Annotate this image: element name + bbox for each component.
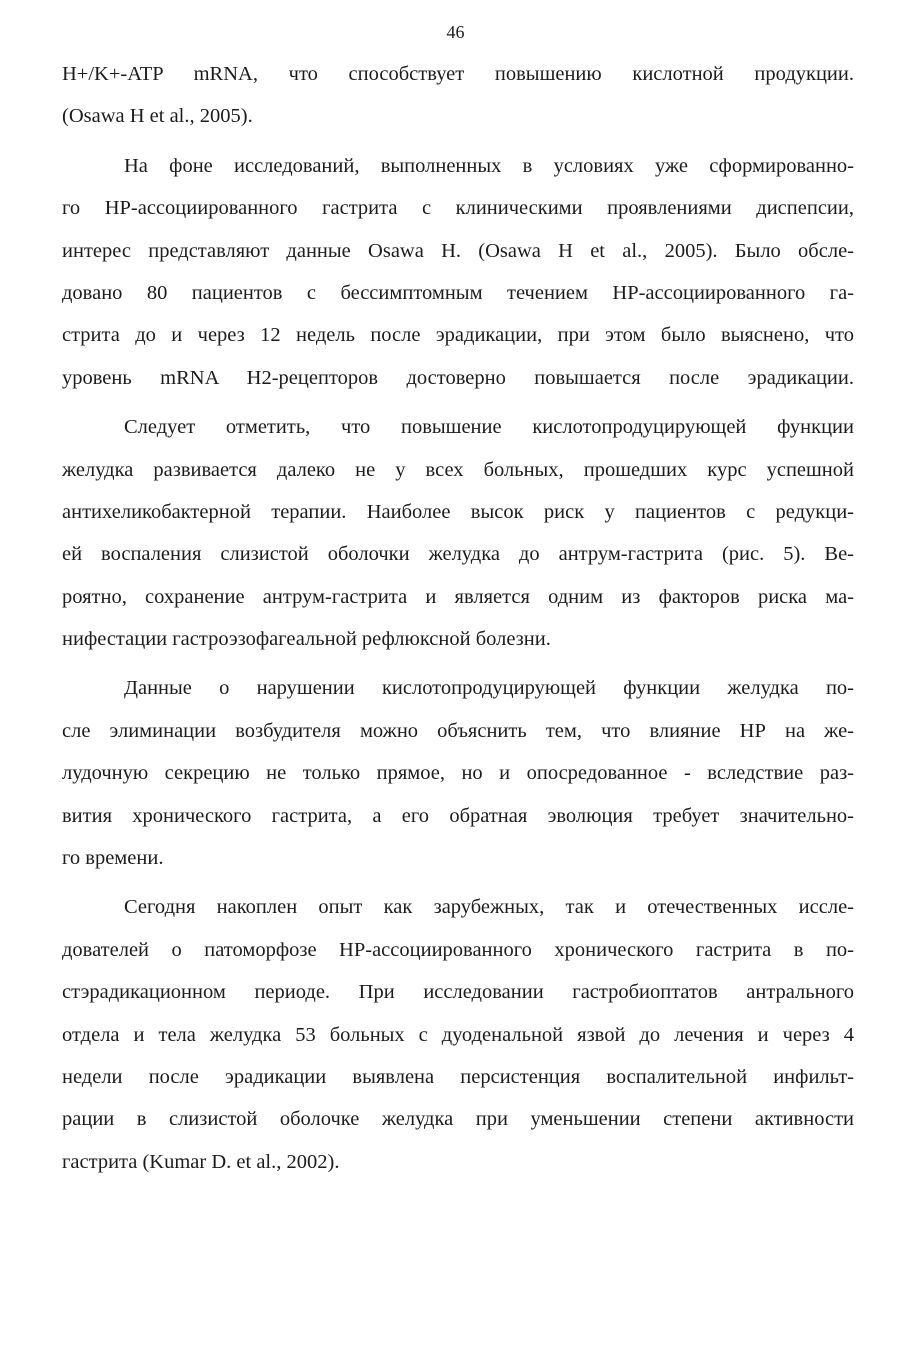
paragraph-4 bbox=[62, 674, 854, 886]
text-line: отдела и тела желудка 53 больных с дуоденальной язвой до лечения и через 4 bbox=[62, 1023, 854, 1046]
text-line: стрита до и через 12 недель после эрадикации, при этом было выяснено, что bbox=[62, 324, 854, 347]
text-line: уровень mRNA H2-рецепторов достоверно повышается после эрадикации. bbox=[62, 366, 854, 389]
page-number: 46 bbox=[446, 22, 465, 42]
text-line: роятно, сохранение антрум-гастрита и является одним из факторов риска ма- bbox=[62, 585, 854, 608]
text-line: нифестации гастроэзофагеальной рефлюксной болезни. bbox=[62, 628, 551, 651]
paragraph-5 bbox=[62, 893, 854, 1190]
text-line: недели после эрадикации выявлена персистенция воспалительной инфильт- bbox=[62, 1065, 854, 1088]
text-line: интерес представляют данные Osawa H. (Osawa H et al., 2005). Было обсле- bbox=[62, 239, 854, 262]
text-line: Сегодня накоплен опыт как зарубежных, так и отечественных иссле- bbox=[124, 896, 854, 919]
text-line: стэрадикационном периоде. При исследовании гастробиоптатов антрального bbox=[62, 981, 854, 1004]
text-line: вития хронического гастрита, а его обратная эволюция требует значительно- bbox=[62, 804, 854, 827]
text-line: гастрита (Kumar D. et al., 2002). bbox=[62, 1150, 340, 1173]
text-line: H+/K+-ATP mRNA, что способствует повышению кислотной продукции. bbox=[62, 63, 854, 85]
paragraph-1 bbox=[62, 60, 854, 145]
text-line: желудка развивается далеко не у всех больных, прошедших курс успешной bbox=[62, 458, 854, 481]
text-line: го НР-ассоциированного гастрита с клиническими проявлениями диспепсии, bbox=[62, 197, 854, 220]
text-line: лудочную секрецию не только прямое, но и опосредованное - вследствие раз- bbox=[62, 762, 854, 785]
text-line: Данные о нарушении кислотопродуцирующей функции желудка по- bbox=[124, 677, 854, 700]
text-line: го времени. bbox=[62, 847, 164, 870]
text-line: ей воспаления слизистой оболочки желудка до антрум-гастрита (рис. 5). Ве- bbox=[62, 543, 854, 566]
text-line: дователей о патоморфозе НР-ассоциированного хронического гастрита в по- bbox=[62, 938, 854, 961]
text-line: довано 80 пациентов с бессимптомным течением НР-ассоциированного га- bbox=[62, 281, 854, 304]
text-line: антихеликобактерной терапии. Наиболее высок риск у пациентов с редукци- bbox=[62, 500, 854, 523]
text-line: рации в слизистой оболочке желудка при уменьшении степени активности bbox=[62, 1108, 854, 1131]
text-line: сле элиминации возбудителя можно объяснить тем, что влияние НР на же- bbox=[62, 719, 854, 742]
paragraph-3 bbox=[62, 413, 854, 667]
text-line: (Osawa H et al., 2005). bbox=[62, 105, 253, 128]
text-line: Следует отметить, что повышение кислотопродуцирующей функции bbox=[124, 416, 854, 439]
body-text bbox=[62, 60, 854, 1190]
paragraph-2 bbox=[62, 152, 854, 406]
text-line: На фоне исследований, выполненных в условиях уже сформированно- bbox=[124, 154, 854, 177]
